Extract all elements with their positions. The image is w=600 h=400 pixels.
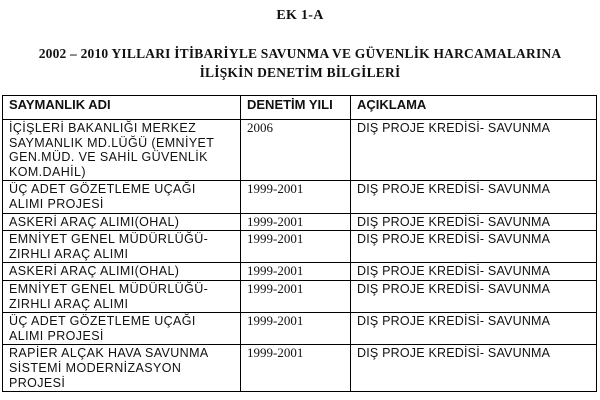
cell-saymanlik-adi-line: ALIMI PROJESİ [9,328,104,343]
document-title-line-1: 2002 – 2010 YILLARI İTİBARİYLE SAVUNMA VE GÜVENLİK HARCAMALARINA [38,46,562,61]
cell-saymanlik-adi [3,313,241,345]
document-title [0,44,600,82]
cell-aciklama: DIŞ PROJE KREDİSİ- SAVUNMA [351,345,597,392]
cell-aciklama: DIŞ PROJE KREDİSİ- SAVUNMA [351,231,597,263]
table-row [3,213,597,231]
cell-saymanlik-adi-line: İÇİŞLERİ BAKANLIĞI MERKEZ [9,121,197,135]
cell-denetim-yili: 1999-2001 [241,280,351,312]
cell-saymanlik-adi [3,213,241,231]
cell-denetim-yili: 1999-2001 [241,313,351,345]
table-row [3,280,597,312]
header-saymanlik-adi: SAYMANLIK ADI [3,96,241,120]
document-title-line-2: İLİŞKİN DENETİM BİLGİLERİ [199,65,401,80]
cell-saymanlik-adi [3,231,241,263]
cell-saymanlik-adi-line: ÜÇ ADET GÖZETLEME UÇAĞI [9,314,196,329]
cell-denetim-yili: 1999-2001 [241,345,351,392]
cell-aciklama: DIŞ PROJE KREDİSİ- SAVUNMA [351,263,597,281]
cell-aciklama: DIŞ PROJE KREDİSİ- SAVUNMA [351,280,597,312]
table-body [3,120,597,392]
cell-saymanlik-adi [3,120,241,181]
cell-saymanlik-adi-line: ÜÇ ADET GÖZETLEME UÇAĞI [9,182,196,197]
cell-saymanlik-adi-line: ALIMI PROJESİ [9,196,104,211]
cell-aciklama: DIŞ PROJE KREDİSİ- SAVUNMA [351,213,597,231]
cell-denetim-yili: 2006 [241,120,351,181]
table-header-row [3,96,597,120]
header-denetim-yili: DENETİM YILI [241,96,351,120]
audit-table [2,95,597,392]
cell-denetim-yili: 1999-2001 [241,263,351,281]
cell-saymanlik-adi-line: SAYMANLIK MD.LÜĞÜ (EMNİYET [9,135,215,150]
cell-denetim-yili: 1999-2001 [241,231,351,263]
cell-saymanlik-adi [3,280,241,312]
cell-saymanlik-adi [3,181,241,213]
cell-aciklama: DIŞ PROJE KREDİSİ- SAVUNMA [351,120,597,181]
table-row [3,120,597,181]
cell-saymanlik-adi-line: ASKERİ ARAÇ ALIMI(OHAL) [9,264,180,279]
cell-aciklama: DIŞ PROJE KREDİSİ- SAVUNMA [351,313,597,345]
cell-saymanlik-adi-line: SİSTEMİ MODERNİZASYON [9,360,182,375]
table-row [3,263,597,281]
cell-saymanlik-adi-line: PROJESİ [9,375,66,390]
table-row [3,181,597,213]
cell-saymanlik-adi [3,263,241,281]
cell-saymanlik-adi [3,345,241,392]
table-row [3,313,597,345]
cell-saymanlik-adi-line: EMNİYET GENEL MÜDÜRLÜĞÜ- [9,232,209,247]
cell-saymanlik-adi-line: ASKERİ ARAÇ ALIMI(OHAL) [9,214,180,229]
table-row [3,345,597,392]
cell-aciklama: DIŞ PROJE KREDİSİ- SAVUNMA [351,181,597,213]
cell-saymanlik-adi-line: ZIRHLI ARAÇ ALIMI [9,246,129,261]
cell-saymanlik-adi-line: GEN.MÜD. VE SAHİL GÜVENLİK [9,150,208,165]
cell-saymanlik-adi-line: ZIRHLI ARAÇ ALIMI [9,296,129,311]
cell-denetim-yili: 1999-2001 [241,181,351,213]
cell-saymanlik-adi-line: RAPİER ALÇAK HAVA SAVUNMA [9,346,209,361]
cell-denetim-yili: 1999-2001 [241,213,351,231]
table-row [3,231,597,263]
cell-saymanlik-adi-line: EMNİYET GENEL MÜDÜRLÜĞÜ- [9,281,209,296]
cell-saymanlik-adi-line: KOM.DAHİL) [9,164,86,179]
annex-label: EK 1-A [276,8,324,23]
header-aciklama: AÇIKLAMA [351,96,597,120]
